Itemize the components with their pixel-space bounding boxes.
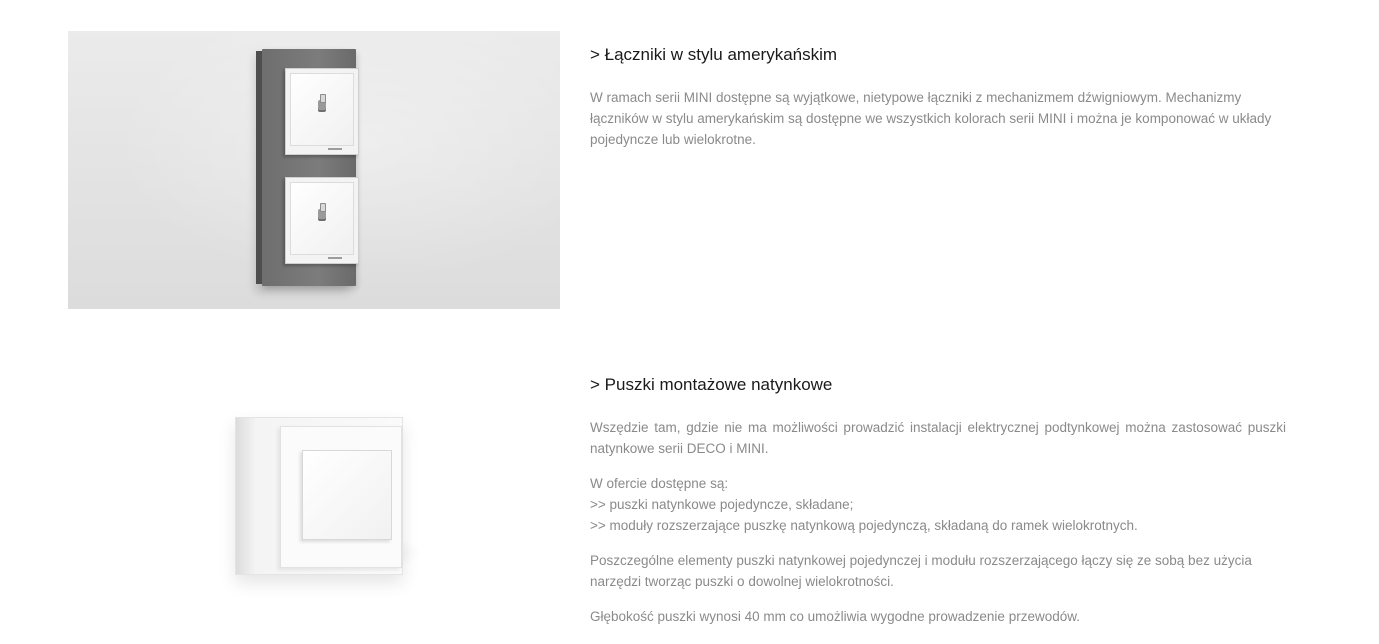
lever-switch-bottom [285, 177, 359, 264]
offer-intro: W ofercie dostępne są: [590, 476, 729, 491]
section-heading-surface-boxes: > Puszki montażowe natynkowe [590, 375, 833, 394]
grey-double-frame [262, 49, 356, 286]
lever-switch-top [285, 68, 359, 155]
offer-list [590, 473, 1286, 536]
rocker-switch [302, 450, 392, 540]
surface-box-photo [160, 380, 490, 630]
surface-boxes-paragraph-1: Wszędzie tam, gdzie nie ma możliwości prowadzić instalacji elektrycznej podtynkowej można zastosować puszki natynkowe serii DECO i MINI. [590, 420, 1286, 456]
surface-mount-box [235, 417, 403, 575]
offer-item: >> puszki natynkowe pojedyncze, składane; [590, 497, 854, 512]
american-switch-photo [68, 31, 560, 309]
section-heading-american-switches: > Łączniki w stylu amerykańskim [590, 45, 838, 64]
surface-boxes-paragraph-3: Głębokość puszki wynosi 40 mm co umożliwia wygodne prowadzenie przewodów. [590, 609, 1080, 624]
offer-item: >> moduły rozszerzające puszkę natynkową pojedynczą, składaną do ramek wielokrotnych. [590, 518, 1138, 533]
section-paragraph-american-switches: W ramach serii MINI dostępne są wyjątkowe, nietypowe łączniki z mechanizmem dźwigniowym. Mechanizmy łączników w stylu amerykańskim są dostępne we wszystkich kolorach serii MINI i można je komponować w układy pojedyncze lub wielokrotne. [590, 90, 1272, 147]
surface-boxes-paragraph-2: Poszczególne elementy puszki natynkowej pojedynczej i modułu rozszerzającego łączy się ze sobą bez użycia narzędzi tworząc puszki o dowolnej wielokrotności. [590, 553, 1252, 589]
